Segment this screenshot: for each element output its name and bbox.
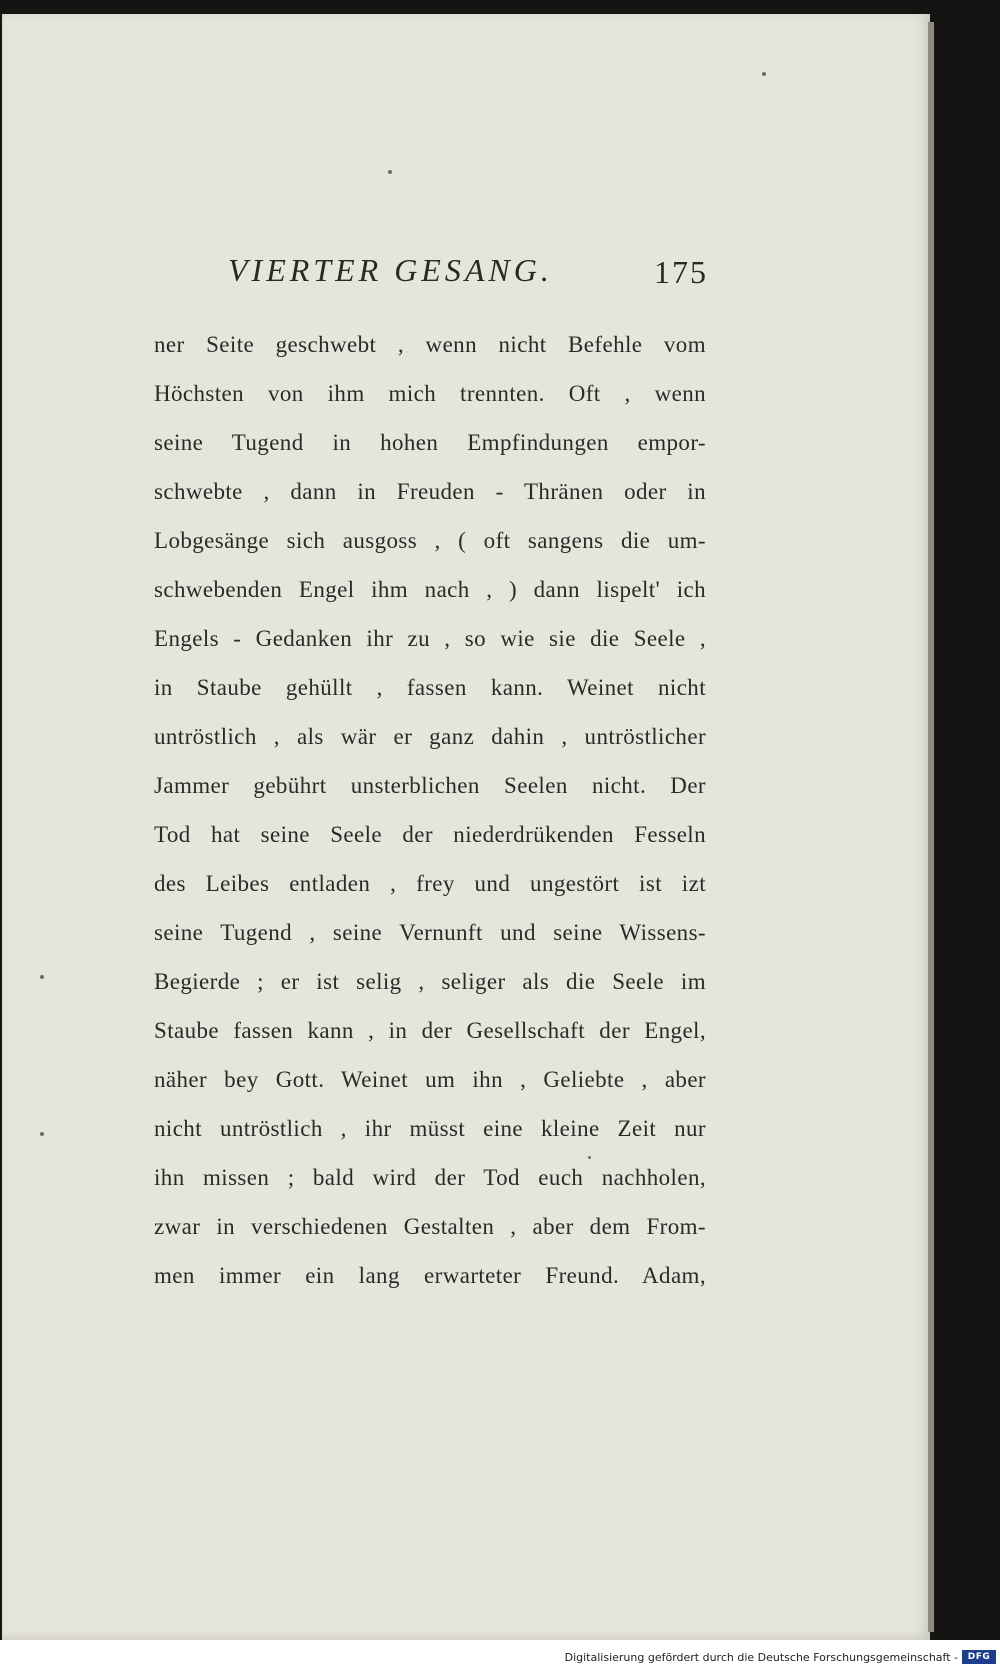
digitization-credit: Digitalisierung gefördert durch die Deutsche Forschungsgemeinschaft - xyxy=(564,1651,958,1664)
paper-speck xyxy=(40,975,44,979)
running-head xyxy=(228,252,708,302)
text-line: ner Seite geschwebt , wenn nicht Befehle vom xyxy=(154,332,706,357)
text-line: Staube fassen kann , in der Gesellschaft der Engel, xyxy=(154,1018,706,1043)
text-line: ihn missen ; bald wird der Tod euch nachholen, xyxy=(154,1165,706,1190)
paper-speck xyxy=(762,72,766,76)
text-line: Engels - Gedanken ihr zu , so wie sie die Seele , xyxy=(154,626,706,651)
text-line: seine Tugend , seine Vernunft und seine Wissens- xyxy=(154,920,706,945)
text-line: zwar in verschiedenen Gestalten , aber dem From- xyxy=(154,1214,706,1239)
text-line: men immer ein lang erwarteter Freund. Adam, xyxy=(154,1263,706,1288)
text-line: des Leibes entladen , frey und ungestört ist izt xyxy=(154,871,706,896)
text-line: in Staube gehüllt , fassen kann. Weinet nicht xyxy=(154,675,706,700)
paper-speck xyxy=(388,170,392,174)
text-line: nicht untröstlich , ihr müsst eine kleine Zeit nur xyxy=(154,1116,706,1141)
text-line: schwebenden Engel ihm nach , ) dann lispelt' ich xyxy=(154,577,706,602)
dfg-logo-icon: DFG xyxy=(962,1650,996,1664)
text-line: seine Tugend in hohen Empfindungen empor- xyxy=(154,430,706,455)
page-edge xyxy=(928,22,934,1632)
text-line: schwebte , dann in Freuden - Thränen oder in xyxy=(154,479,706,504)
text-line: Begierde ; er ist selig , seliger als die Seele im xyxy=(154,969,706,994)
text-line: untröstlich , als wär er ganz dahin , untröstlicher xyxy=(154,724,706,749)
body-text xyxy=(154,320,706,1300)
text-line: Lobgesänge sich ausgoss , ( oft sangens die um- xyxy=(154,528,706,553)
paper-speck xyxy=(40,1132,44,1136)
text-line: Höchsten von ihm mich trennten. Oft , wenn xyxy=(154,381,706,406)
text-line: Tod hat seine Seele der niederdrükenden Fesseln xyxy=(154,822,706,847)
chapter-title: VIERTER GESANG. xyxy=(228,252,553,288)
page-number: 175 xyxy=(654,254,708,290)
text-line: Jammer gebührt unsterblichen Seelen nicht. Der xyxy=(154,773,706,798)
text-line: näher bey Gott. Weinet um ihn , Geliebte , aber xyxy=(154,1067,706,1092)
